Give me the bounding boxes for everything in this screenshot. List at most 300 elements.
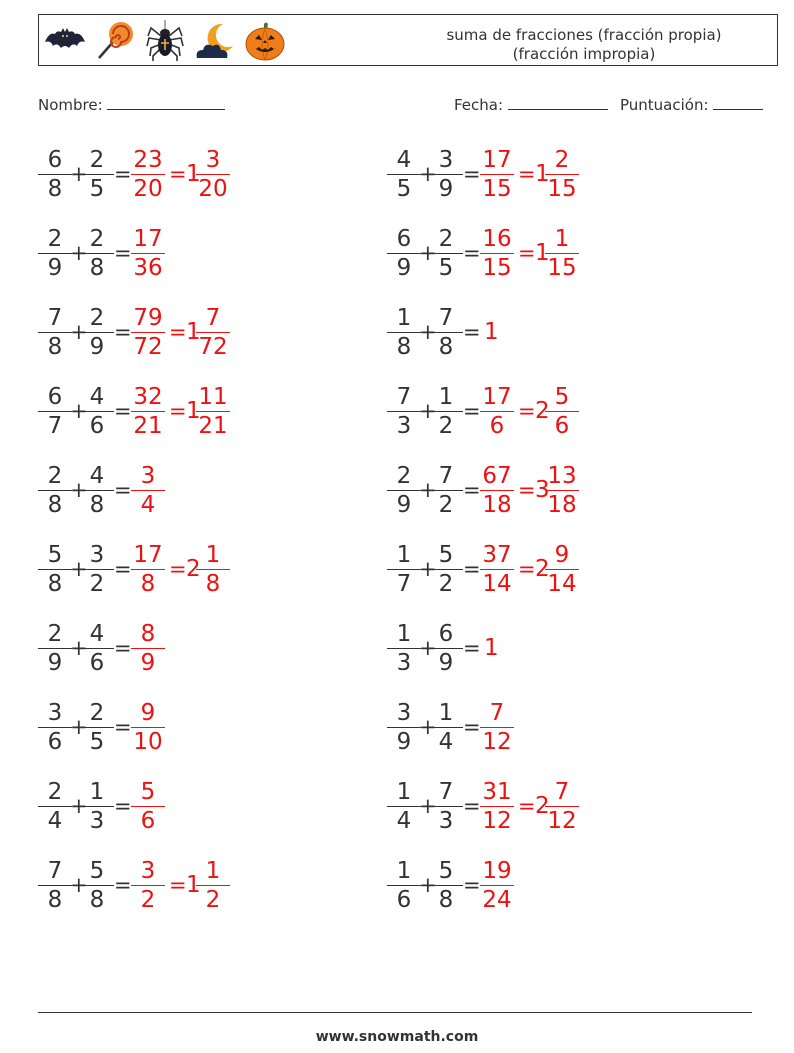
- problem-item: [387, 146, 727, 206]
- equals-sign: =: [114, 557, 132, 581]
- denominator: 14: [480, 569, 514, 598]
- numerator: 1: [396, 621, 412, 647]
- fraction: [80, 541, 114, 598]
- fraction: [80, 778, 114, 835]
- fraction: [80, 383, 114, 440]
- denominator: 2: [80, 569, 114, 598]
- fraction: [387, 462, 421, 519]
- whole-number: 1: [186, 319, 201, 345]
- fraction: [131, 778, 165, 835]
- denominator: 15: [480, 253, 514, 282]
- numerator: 31: [482, 779, 512, 805]
- numerator: 8: [140, 621, 156, 647]
- equals-sign: =: [463, 320, 481, 344]
- equals-sign: =: [114, 873, 132, 897]
- numerator: 7: [47, 858, 63, 884]
- denominator: 3: [387, 648, 421, 677]
- fraction: [80, 225, 114, 282]
- denominator: 7: [387, 569, 421, 598]
- fraction: [80, 699, 114, 756]
- fraction: [387, 146, 421, 203]
- fraction: [545, 541, 579, 598]
- numerator: 6: [47, 147, 63, 173]
- fraction: [131, 304, 165, 361]
- denominator: 8: [38, 490, 72, 519]
- equals-sign: =: [463, 636, 481, 660]
- denominator: 8: [387, 332, 421, 361]
- numerator: 9: [140, 700, 156, 726]
- equals-sign: =: [463, 794, 481, 818]
- problem-item: [38, 541, 378, 601]
- numerator: 37: [482, 542, 512, 568]
- plus-sign: +: [70, 241, 88, 265]
- equals-sign: =: [518, 557, 536, 581]
- equals-sign: =: [463, 162, 481, 186]
- denominator: 20: [196, 174, 230, 203]
- worksheet-title: [399, 26, 769, 64]
- numerator: 3: [396, 700, 412, 726]
- problem-item: [38, 778, 378, 838]
- whole-number: 1: [186, 398, 201, 424]
- fraction: [429, 857, 463, 914]
- fraction: [480, 857, 514, 914]
- denominator: 6: [38, 727, 72, 756]
- whole-number: 1: [186, 161, 201, 187]
- equals-sign: =: [169, 873, 187, 897]
- numerator: 1: [396, 858, 412, 884]
- numerator: 6: [47, 384, 63, 410]
- date-field: [454, 94, 608, 114]
- numerator: 19: [482, 858, 512, 884]
- fraction: [38, 225, 72, 282]
- numerator: 2: [89, 226, 105, 252]
- equals-sign: =: [169, 162, 187, 186]
- date-blank[interactable]: [508, 94, 608, 110]
- fraction: [387, 778, 421, 835]
- denominator: 18: [545, 490, 579, 519]
- numerator: 1: [89, 779, 105, 805]
- plus-sign: +: [419, 636, 437, 660]
- numerator: 5: [438, 858, 454, 884]
- numerator: 9: [554, 542, 570, 568]
- fraction: [38, 383, 72, 440]
- fraction: [429, 146, 463, 203]
- denominator: 9: [387, 727, 421, 756]
- numerator: 1: [554, 226, 570, 252]
- moon-cloud-icon: [193, 20, 237, 62]
- fraction: [429, 699, 463, 756]
- problem-item: [38, 462, 378, 522]
- fraction: [429, 620, 463, 677]
- numerator: 1: [396, 305, 412, 331]
- footer-url: www.snowmath.com: [315, 1029, 479, 1045]
- plus-sign: +: [419, 794, 437, 818]
- equals-sign: =: [114, 399, 132, 423]
- fraction: [429, 304, 463, 361]
- worksheet-header: [38, 14, 778, 66]
- fraction: [545, 778, 579, 835]
- fraction: [480, 778, 514, 835]
- plus-sign: +: [70, 320, 88, 344]
- numerator: 67: [482, 463, 512, 489]
- score-label: Puntuación:: [620, 96, 709, 114]
- denominator: 15: [545, 253, 579, 282]
- denominator: 8: [80, 253, 114, 282]
- numerator: 4: [89, 621, 105, 647]
- denominator: 3: [80, 806, 114, 835]
- denominator: 8: [38, 332, 72, 361]
- fraction: [429, 383, 463, 440]
- plus-sign: +: [419, 557, 437, 581]
- plus-sign: +: [419, 715, 437, 739]
- problem-item: [38, 304, 378, 364]
- equals-sign: =: [463, 478, 481, 502]
- denominator: 9: [131, 648, 165, 677]
- numerator: 7: [554, 779, 570, 805]
- fraction: [196, 541, 230, 598]
- numerator: 7: [396, 384, 412, 410]
- numerator: 7: [438, 305, 454, 331]
- equals-sign: =: [114, 162, 132, 186]
- denominator: 20: [131, 174, 165, 203]
- fraction: [387, 857, 421, 914]
- denominator: 2: [196, 885, 230, 914]
- numerator: 1: [438, 384, 454, 410]
- denominator: 5: [387, 174, 421, 203]
- fraction: [429, 462, 463, 519]
- numerator: 3: [140, 463, 156, 489]
- numerator: 7: [438, 779, 454, 805]
- denominator: 8: [80, 490, 114, 519]
- fraction: [196, 383, 230, 440]
- plus-sign: +: [70, 557, 88, 581]
- numerator: 2: [47, 463, 63, 489]
- fraction: [131, 857, 165, 914]
- numerator: 3: [438, 147, 454, 173]
- numerator: 3: [205, 147, 221, 173]
- equals-sign: =: [114, 478, 132, 502]
- numerator: 3: [47, 700, 63, 726]
- equals-sign: =: [114, 320, 132, 344]
- denominator: 2: [429, 490, 463, 519]
- numerator: 2: [89, 147, 105, 173]
- fraction: [545, 146, 579, 203]
- numerator: 17: [482, 384, 512, 410]
- numerator: 1: [205, 858, 221, 884]
- equals-sign: =: [518, 478, 536, 502]
- numerator: 2: [438, 226, 454, 252]
- fraction: [131, 541, 165, 598]
- fraction: [429, 541, 463, 598]
- fraction: [131, 462, 165, 519]
- plus-sign: +: [70, 715, 88, 739]
- numerator: 1: [205, 542, 221, 568]
- problem-item: [38, 699, 378, 759]
- numerator: 5: [140, 779, 156, 805]
- plus-sign: +: [419, 241, 437, 265]
- denominator: 6: [131, 806, 165, 835]
- denominator: 3: [429, 806, 463, 835]
- fraction: [38, 857, 72, 914]
- denominator: 5: [429, 253, 463, 282]
- whole-number: 2: [535, 793, 550, 819]
- denominator: 6: [545, 411, 579, 440]
- equals-sign: =: [169, 320, 187, 344]
- numerator: 2: [47, 621, 63, 647]
- numerator: 23: [133, 147, 163, 173]
- denominator: 8: [38, 885, 72, 914]
- denominator: 4: [38, 806, 72, 835]
- denominator: 24: [480, 885, 514, 914]
- numerator: 7: [489, 700, 505, 726]
- plus-sign: +: [70, 794, 88, 818]
- equals-sign: =: [169, 399, 187, 423]
- denominator: 14: [545, 569, 579, 598]
- fraction: [196, 146, 230, 203]
- pumpkin-icon: [243, 20, 287, 62]
- numerator: 17: [133, 226, 163, 252]
- problem-item: [387, 304, 727, 364]
- equals-sign: =: [169, 557, 187, 581]
- denominator: 8: [38, 174, 72, 203]
- denominator: 72: [196, 332, 230, 361]
- equals-sign: =: [518, 162, 536, 186]
- numerator: 32: [133, 384, 163, 410]
- fraction: [387, 699, 421, 756]
- problem-item: [38, 620, 378, 680]
- whole-number: 1: [186, 872, 201, 898]
- fraction: [131, 620, 165, 677]
- equals-sign: =: [463, 557, 481, 581]
- denominator: 5: [80, 727, 114, 756]
- whole-number: 1: [535, 161, 550, 187]
- fraction: [480, 541, 514, 598]
- denominator: 6: [480, 411, 514, 440]
- numerator: 6: [396, 226, 412, 252]
- numerator: 79: [133, 305, 163, 331]
- problem-item: [387, 857, 727, 917]
- fraction: [196, 857, 230, 914]
- numerator: 16: [482, 226, 512, 252]
- numerator: 1: [396, 542, 412, 568]
- whole-number: 1: [484, 319, 499, 345]
- denominator: 8: [196, 569, 230, 598]
- denominator: 10: [131, 727, 165, 756]
- denominator: 9: [387, 253, 421, 282]
- numerator: 4: [396, 147, 412, 173]
- denominator: 6: [387, 885, 421, 914]
- problem-item: [387, 383, 727, 443]
- numerator: 4: [89, 463, 105, 489]
- whole-number: 2: [535, 556, 550, 582]
- fraction: [387, 225, 421, 282]
- plus-sign: +: [70, 873, 88, 897]
- denominator: 5: [80, 174, 114, 203]
- numerator: 11: [198, 384, 228, 410]
- denominator: 6: [80, 411, 114, 440]
- plus-sign: +: [419, 873, 437, 897]
- whole-number: 1: [484, 635, 499, 661]
- equals-sign: =: [518, 241, 536, 265]
- denominator: 9: [80, 332, 114, 361]
- fraction: [387, 383, 421, 440]
- numerator: 4: [89, 384, 105, 410]
- equals-sign: =: [114, 636, 132, 660]
- problem-item: [38, 225, 378, 285]
- whole-number: 1: [535, 240, 550, 266]
- denominator: 7: [38, 411, 72, 440]
- title-line-1: suma de fracciones (fracción propia): [446, 26, 722, 44]
- problem-item: [38, 383, 378, 443]
- fraction: [131, 146, 165, 203]
- fraction: [480, 383, 514, 440]
- fraction: [196, 304, 230, 361]
- denominator: 21: [131, 411, 165, 440]
- numerator: 3: [140, 858, 156, 884]
- fraction: [480, 225, 514, 282]
- numerator: 5: [47, 542, 63, 568]
- fraction: [38, 304, 72, 361]
- problem-item: [387, 699, 727, 759]
- numerator: 5: [554, 384, 570, 410]
- fraction: [38, 462, 72, 519]
- numerator: 17: [482, 147, 512, 173]
- equals-sign: =: [518, 794, 536, 818]
- numerator: 3: [89, 542, 105, 568]
- fraction: [545, 383, 579, 440]
- plus-sign: +: [419, 478, 437, 502]
- fraction: [545, 462, 579, 519]
- fraction: [429, 778, 463, 835]
- problem-item: [387, 620, 727, 680]
- fraction: [480, 699, 514, 756]
- fraction: [480, 462, 514, 519]
- numerator: 1: [396, 779, 412, 805]
- equals-sign: =: [518, 399, 536, 423]
- problem-item: [387, 462, 727, 522]
- denominator: 36: [131, 253, 165, 282]
- numerator: 5: [438, 542, 454, 568]
- numerator: 2: [89, 700, 105, 726]
- denominator: 18: [480, 490, 514, 519]
- denominator: 8: [38, 569, 72, 598]
- equals-sign: =: [463, 873, 481, 897]
- fraction: [387, 620, 421, 677]
- problem-item: [387, 541, 727, 601]
- problem-item: [387, 225, 727, 285]
- name-blank[interactable]: [107, 94, 225, 110]
- denominator: 9: [429, 648, 463, 677]
- fraction: [38, 146, 72, 203]
- fraction: [38, 620, 72, 677]
- numerator: 2: [396, 463, 412, 489]
- problem-item: [38, 857, 378, 917]
- denominator: 15: [480, 174, 514, 203]
- footer-divider: [38, 1012, 752, 1013]
- equals-sign: =: [114, 794, 132, 818]
- numerator: 7: [47, 305, 63, 331]
- plus-sign: +: [419, 399, 437, 423]
- denominator: 9: [429, 174, 463, 203]
- plus-sign: +: [70, 162, 88, 186]
- denominator: 21: [196, 411, 230, 440]
- denominator: 6: [80, 648, 114, 677]
- fraction: [38, 778, 72, 835]
- denominator: 9: [38, 253, 72, 282]
- equals-sign: =: [463, 399, 481, 423]
- fraction: [38, 541, 72, 598]
- denominator: 72: [131, 332, 165, 361]
- numerator: 17: [133, 542, 163, 568]
- fraction: [80, 620, 114, 677]
- fraction: [545, 225, 579, 282]
- plus-sign: +: [70, 636, 88, 660]
- fraction: [131, 699, 165, 756]
- denominator: 4: [131, 490, 165, 519]
- fraction: [387, 541, 421, 598]
- denominator: 4: [429, 727, 463, 756]
- numerator: 5: [89, 858, 105, 884]
- bat-icon: [43, 20, 87, 62]
- denominator: 9: [387, 490, 421, 519]
- numerator: 1: [438, 700, 454, 726]
- title-line-2: (fracción impropia): [512, 45, 656, 63]
- equals-sign: =: [114, 241, 132, 265]
- fraction: [429, 225, 463, 282]
- fraction: [387, 304, 421, 361]
- numerator: 7: [438, 463, 454, 489]
- spider-icon: [143, 20, 187, 62]
- denominator: 8: [80, 885, 114, 914]
- numerator: 2: [554, 147, 570, 173]
- plus-sign: +: [70, 478, 88, 502]
- denominator: 8: [429, 332, 463, 361]
- fraction: [131, 383, 165, 440]
- score-blank[interactable]: [713, 94, 763, 110]
- lollipop-icon: [93, 20, 137, 62]
- numerator: 13: [547, 463, 577, 489]
- denominator: 8: [131, 569, 165, 598]
- numerator: 2: [47, 779, 63, 805]
- problem-item: [38, 146, 378, 206]
- whole-number: 3: [535, 477, 550, 503]
- denominator: 12: [480, 727, 514, 756]
- denominator: 4: [387, 806, 421, 835]
- plus-sign: +: [70, 399, 88, 423]
- numerator: 2: [89, 305, 105, 331]
- denominator: 12: [480, 806, 514, 835]
- denominator: 12: [545, 806, 579, 835]
- denominator: 3: [387, 411, 421, 440]
- whole-number: 2: [186, 556, 201, 582]
- denominator: 2: [429, 411, 463, 440]
- fraction: [80, 304, 114, 361]
- equals-sign: =: [463, 241, 481, 265]
- fraction: [80, 462, 114, 519]
- problem-item: [387, 778, 727, 838]
- denominator: 2: [429, 569, 463, 598]
- plus-sign: +: [419, 320, 437, 344]
- fraction: [80, 857, 114, 914]
- denominator: 2: [131, 885, 165, 914]
- name-label: Nombre:: [38, 96, 103, 114]
- date-label: Fecha:: [454, 96, 504, 114]
- score-field: [620, 94, 763, 114]
- fraction: [38, 699, 72, 756]
- numerator: 2: [47, 226, 63, 252]
- plus-sign: +: [419, 162, 437, 186]
- fraction: [131, 225, 165, 282]
